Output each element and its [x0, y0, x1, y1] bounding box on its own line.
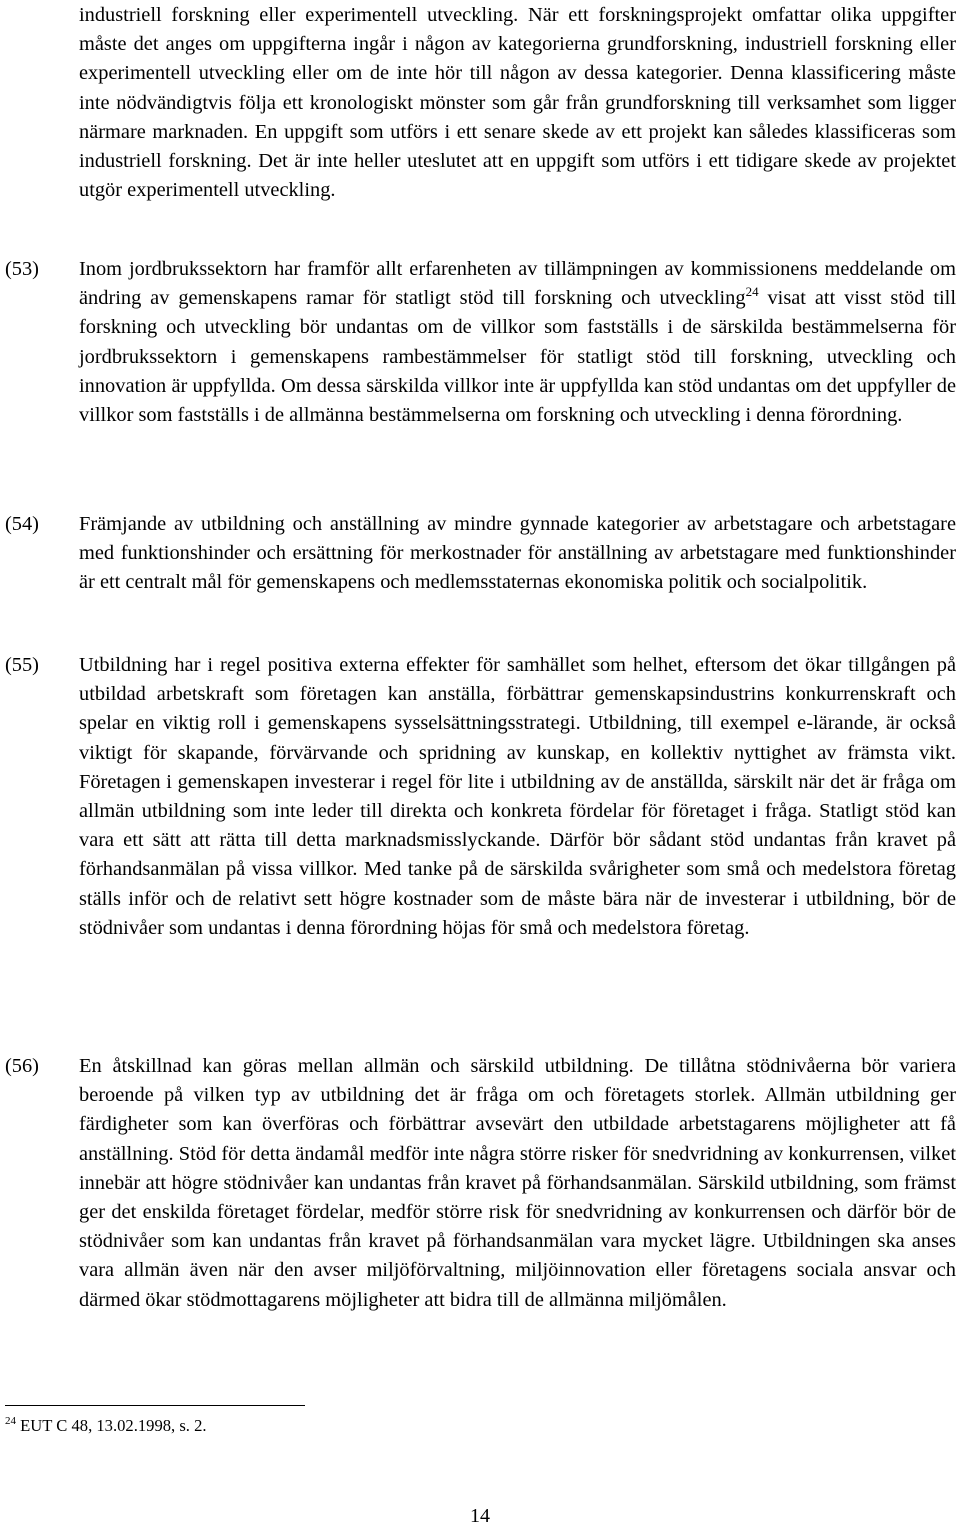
paragraph-55: Utbildning har i regel positiva externa effekter för samhället som helhet, eftersom det ökar tillgången på utbildad arbetskraft som företagen kan anställa, förbättrar gemenskapsindustrins konkurrenskraft och spelar en viktig roll i gemenskapens sysselsättningsstrategi. Utbildning, till exempel e-lärande, är också viktigt för skapande, förvärvande och spridning av kunskap, en kollektiv nyttighet av främsta vikt. Företagen i gemenskapen investerar i regel för lite i utbildning av de anställda, särskilt när det är fråga om allmän utbildning som inte leder till direkta och konkreta fördelar för företaget i fråga. Statligt stöd kan vara ett sätt att rätta till detta marknadsmisslyckande. Därför bör sådant stöd undantas från kravet på förhandsanmälan på vissa villkor. Med tanke på de särskilda svårigheter som små och medelstora företag ställs inför och de relativt sett högre kostnader som de måste bära när de investerar i utbildning, bör de stödnivåer som undantas i denna förordning höjas för små och medelstora företag.: [79, 654, 956, 939]
paragraph-56: En åtskillnad kan göras mellan allmän och särskild utbildning. De tillåtna stödnivåerna bör variera beroende på vilken typ av utbildning det är fråga om och företagets storlek. Allmän utbildning ger färdigheter som kan överföras och förbättrar avsevärt den utbildade arbetstagarens möjligheter att få anställning. Stöd för detta ändamål medför inte några större risker för snedvridning av konkurrensen, vilket innebär att högre stödnivåer kan undantas från kravet på förhandsanmälan. Särskild utbildning, som främst ger det enskilda företaget fördelar, medför större risk för snedvridning av konkurrensen och därför bör de stödnivåer som kan undantas från kravet på förhandsanmälan vara mycket lägre. Utbildningen ska anses vara allmän även när den avser miljöförvaltning, miljöinnovation eller företagens sociala ansvar och därmed ökar stödmottagarens möjligheter att bidra till de allmänna miljömålen.: [79, 1055, 956, 1311]
footnote-text: EUT C 48, 13.02.1998, s. 2.: [16, 1416, 207, 1435]
footnote-separator: [5, 1405, 305, 1406]
paragraph-number-55: (55): [5, 654, 39, 676]
paragraph-number-53: (53): [5, 258, 39, 280]
paragraph-53-text-after: visat att visst stöd till forskning och utveckling bör undantas om de villkor som fastställs i de särskilda bestämmelserna för jordbrukssektorn i gemenskapens rambestämmelser för statligt stöd till forskning, utveckling och innovation är uppfyllda. Om dessa särskilda villkor inte är uppfyllda kan stöd undantas om det uppfyller de villkor som fastställs i de allmänna bestämmelserna om forskning och utveckling i denna förordning.: [79, 287, 956, 427]
paragraph-53-text-before: Inom jordbrukssektorn har framför allt erfarenheten av tillämpningen av kommissionens meddelande om ändring av gemenskapens ramar för statligt stöd till forskning och utveckling: [79, 258, 956, 310]
footnote-number: 24: [5, 1415, 16, 1427]
paragraph-54: Främjande av utbildning och anställning av mindre gynnade kategorier av arbetstagare och arbetstagare med funktionshinder och ersättning för merkostnader för anställning av arbetstagare med funktionshinder är ett centralt mål för gemenskapens och medlemsstaternas ekonomiska politik och socialpolitik.: [79, 513, 956, 594]
paragraph-53: [79, 255, 956, 430]
paragraph-number-54: (54): [5, 513, 39, 535]
paragraph-continuation: industriell forskning eller experimentell utveckling. När ett forskningsprojekt omfattar olika uppgifter måste det anges om uppgifterna ingår i någon av kategorierna grundforskning, industriell forskning eller experimentell utveckling eller om de inte hör till någon av dessa kategorier. Denna klassificering måste inte nödvändigtvis följa ett kronologiskt mönster som går från grundforskning till verksamhet som ligger närmare marknaden. En uppgift som utförs i ett senare skede av ett projekt kan således klassificeras som industriell forskning. Det är inte heller uteslutet att en uppgift som utförs i ett tidigare skede av projektet utgör experimentell utveckling.: [79, 4, 956, 202]
footnote: [5, 1414, 207, 1438]
footnote-reference[interactable]: 24: [745, 284, 759, 300]
paragraph-number-56: (56): [5, 1055, 39, 1077]
page-number: 14: [470, 1505, 490, 1527]
